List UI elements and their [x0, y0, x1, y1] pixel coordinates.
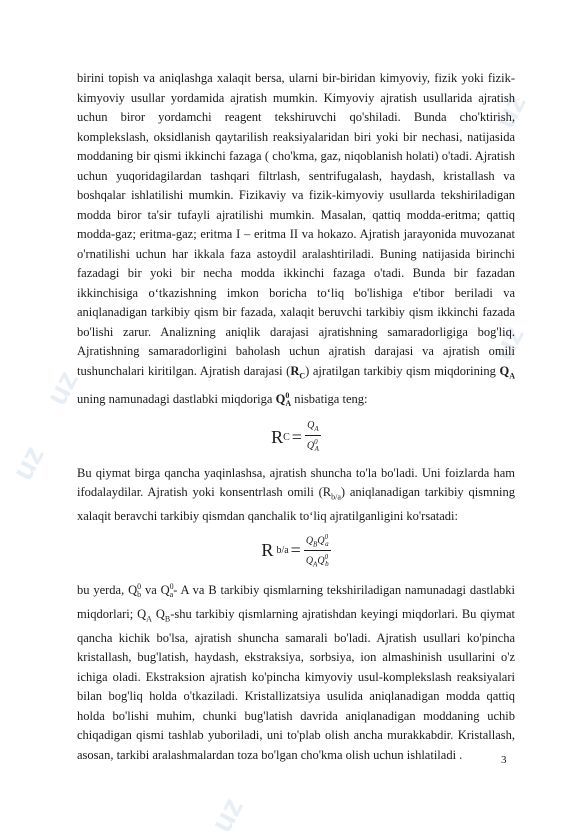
q0a-symbol: $Q^0_A$ [275, 390, 292, 409]
paragraph-3-text-c: - A va B tarkibiy qismlarning tekshiriladigan namunadagi dastlabki miqdorlari; Q [77, 582, 515, 621]
paragraph-1-text-d: nisbatiga teng: [291, 391, 368, 406]
formula-lhs: R [261, 539, 274, 560]
formula-lhs: R [271, 426, 284, 447]
paragraph-1-text-c: uning namunadagi dastlabki miqdoriga [77, 391, 276, 406]
formula-lhs-sub: b/a [276, 544, 289, 556]
rc-symbol: $R_C$ [290, 363, 306, 380]
paragraph-3-text-d: Q [151, 606, 165, 621]
formula-equals: = [290, 539, 301, 560]
paragraph-3-text-e: -shu tarkibiy qismlarning ajratishdan keyingi miqdorlari. Bu qiymat qancha kichik bo'lsa, ajratish shuncha samarali bo'ladi. Ajratish usullari ko'pincha kristallash, bug'latish, haydash, ekstraksiya, sorbsiya, ion almashinish usullarini o'z ichiga oladi. Ekstraksion ajratish ko'pincha kimyoviy usul-komplekslash reaksiyalari bilan bog'liq holda o'tkaziladi. Kristallizatsiya usulida aniqlanadigan modda qattiq holda bo'lishi muhim, chunki bug'latish davrida aniqlanadigan moddaning uchib chiqadigan qismi tashlab yuboriladi, uni to'plab olish ancha murakkabdir. Kristallash, asosan, tarkibi aralashmalardan toza bo'lgan cho'kma olish uchun ishlatiladi . [77, 606, 516, 762]
paragraph-2 [77, 464, 515, 527]
formula-fraction [304, 531, 331, 571]
watermark: uz [488, 88, 533, 134]
page-number: 3 [501, 754, 507, 766]
paragraph-1 [77, 69, 515, 414]
paragraph-2-sub: b/a [331, 492, 341, 502]
watermark: uz [486, 320, 531, 366]
paragraph-2-text: Bu qiymat birga qancha yaqinlashsa, ajratish shuncha to'la bo'ladi. Uni foizlarda ham ifodalaydilar. Ajratish yoki konsentrlash omili (R [77, 465, 515, 500]
fraction-denominator: $Q^0_A$ [306, 437, 319, 454]
watermark: uz [205, 792, 250, 838]
paragraph-1-text: birini topish va aniqlashga xalaqit bersa, ularni bir-biridan kimyoviy, fizik yoki fizik-kimyoviy usullar yordamida ajratish mumkin. Kimyoviy ajratish usullarida ajratish uchun biror yordamchi reagent tekshiruvchi qo'shiladi. Bunda cho'ktirish, komplekslash, oksidlanish qaytarilish reaksiyalaridan biri yoki bir nechasi, natijasida moddaning bir qismi ikkinchi fazaga ( cho'kma, gaz, niqoblanish holati) o'tadi. Ajratish uchun yuqoridagilardan tashqari filtrlash, sentrifugalash, haydash, kristallash va boshqalar ishlatilishi mumkin. Fizikaviy va fizik-kimyoviy usullarda tekshiriladigan modda biror ta'sir tufayli ajratilishi mumkin. Masalan, qattiq modda-eritma; qattiq modda-gaz; eritma-gaz; eritma I – eritma II va hokazo. Ajratish jarayonida muvozanat o'rnatilishi uchun har ikkala faza astoydil aralashtiriladi. Buning natijasida birinchi fazadagi bir yoki bir necha modda ikkinchi fazaga o'tadi. Bunda bir fazadan ikkinchisiga o‘tkazishning imkon boricha to‘liq bo'lishiga e'tibor beriladi va aniqlanadigan tarkibiy qism bir fazada, xalaqit beruvchi tarkibiy qism ikkinchi fazada bo'lishi zarur. Analizning aniqlik darajasi ajratishning samaradorligiga bog'liq. Ajratishning samaradorligini baholash uchun ajratish darajasi va ajratish omili tushunchalari kiritilgan. Ajratish darajasi ( [77, 71, 515, 378]
paragraph-2-text-b: ) aniqlanadigan tarkibiy qismning xalaqit beravchi tarkibiy qismdan qanchalik to‘liq ajratilganligini ko'rsatadi: [77, 485, 515, 524]
paragraph-3-text: bu yerda, Q [77, 582, 138, 597]
formula-equals: = [291, 426, 302, 447]
fraction-numerator: $Q_BQ^0_a$ [304, 531, 331, 551]
body-text [77, 69, 515, 765]
fraction-numerator: $Q_A$ [305, 420, 321, 436]
paragraph-3: bu yerda, $Q^0_b$ va $Q^0_a-$ A va B tarkibiy qismlarning tekshiriladigan namunadagi dastlabki miqdorlari; $Q_A$ $Q_B$-shu tarkibiy qismlarning ajratishdan keyingi miqdorlari. Bu qiymat qancha kichik bo'lsa, ajratish shuncha samarali bo'ladi. Ajratish usullari ko'pincha kristallash, bug'latish, haydash, ekstraksiya, sorbsiya, ion almashinish usullarini o'z ichiga oladi. Ekstraksion ajratish ko'pincha kimyoviy usul-komplekslash reaksiyalari bilan bog'liq holda o'tkaziladi. Kristallizatsiya usulida aniqlanadigan modda qattiq holda bo'lishi muhim, chunki bug'latish davrida aniqlanadigan moddaning uchib chiqadigan qismi tashlab yuboriladi, uni to'plab olish ancha murakkabdir. Kristallash, asosan, tarkibi aralashmalardan toza bo'lgan cho'kma olish uchun ishlatiladi . [77, 581, 516, 762]
paragraph-3-text-b: va Q [141, 582, 170, 597]
watermark: uz [40, 365, 85, 411]
qa-symbol: $Q_A$ [499, 363, 515, 380]
watermark: uz [6, 440, 51, 486]
fraction-denominator: $Q_AQ^0_b$ [305, 553, 329, 569]
formula-fraction [305, 420, 321, 455]
formula-separation-degree [77, 418, 515, 458]
formula-separation-factor [77, 531, 515, 571]
formula-lhs-sub: C [283, 431, 290, 443]
paragraph-1-text-b: ) ajratilgan tarkibiy qism miqdorining [305, 363, 500, 378]
